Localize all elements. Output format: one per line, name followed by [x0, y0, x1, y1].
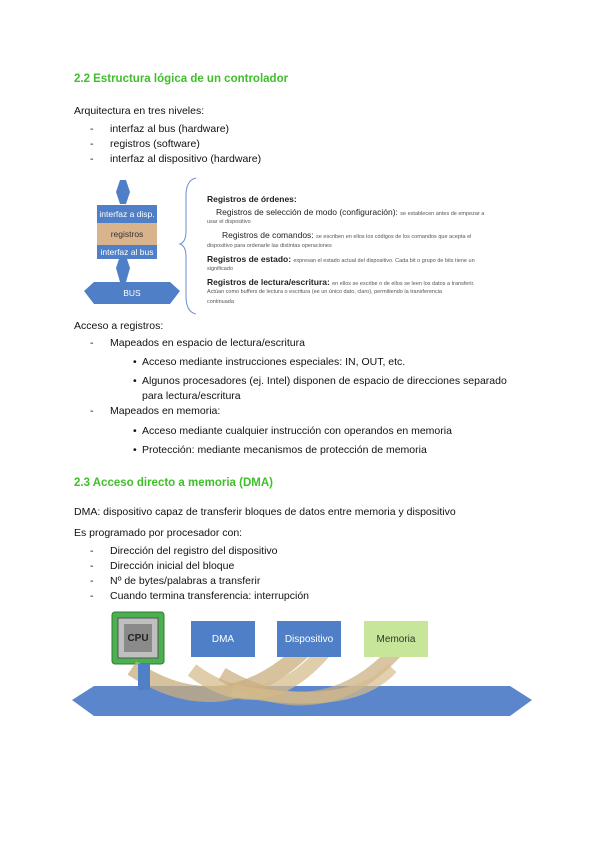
brace-icon	[178, 176, 198, 316]
bullet-dot: •	[133, 444, 137, 456]
dma-box: DMA	[191, 621, 255, 657]
io-bullet-2b: para lectura/escritura	[142, 390, 241, 402]
reg-mode-desc2: usar el dispositivo	[207, 219, 251, 225]
memory-box: Memoria	[364, 621, 428, 657]
dma-item: Dirección del registro del dispositivo	[110, 545, 278, 557]
bullet-dot: •	[133, 375, 137, 387]
interface-bus-box: interfaz al bus	[97, 245, 157, 259]
mem-bullet-2: Protección: mediante mecanismos de protección de memoria	[142, 444, 427, 456]
bullet-dash: -	[90, 575, 94, 587]
architecture-intro: Arquitectura en tres niveles:	[74, 105, 205, 117]
level-item: registros (software)	[110, 138, 200, 150]
dma-item: Cuando termina transferencia: interrupción	[110, 590, 310, 602]
controller-diagram	[72, 178, 192, 313]
reg-orders-header: Registros de órdenes:	[207, 194, 297, 204]
section-title-2-3: 2.3 Acceso directo a memoria (DMA)	[74, 477, 273, 489]
top-connector-icon	[116, 180, 130, 204]
dma-item: Dirección inicial del bloque	[110, 560, 235, 572]
bullet-dash: -	[90, 337, 94, 349]
bullet-dash: -	[90, 545, 94, 557]
io-bullet-1: Acceso mediante instrucciones especiales: IN, OUT, etc.	[142, 356, 406, 368]
bullet-dot: •	[133, 356, 137, 368]
mem-bullet-1: Acceso mediante cualquier instrucción con operandos en memoria	[142, 425, 452, 437]
reg-mode: Registros de selección de modo (configuración): se establecen antes de empezar a	[216, 207, 485, 217]
section-title-2-2: 2.2 Estructura lógica de un controlador	[74, 73, 289, 85]
device-box: Dispositivo	[277, 621, 341, 657]
reg-commands: Registros de comandos: se escriben en ellos los códigos de los comandos que acepta el	[222, 230, 472, 240]
reg-rw-desc2: Actúan como buffers de lectura o escritura (ee un único dato, claro), permitiendo la transferencia	[207, 289, 442, 295]
bullet-dash: -	[90, 123, 94, 135]
cpu-label: CPU	[127, 632, 149, 644]
access-title: Acceso a registros:	[74, 320, 164, 332]
level-item: interfaz al bus (hardware)	[110, 123, 230, 135]
bullet-dash: -	[90, 590, 94, 602]
bullet-dash: -	[90, 138, 94, 150]
bus-label: BUS	[123, 288, 141, 298]
level-item: interfaz al dispositivo (hardware)	[110, 153, 262, 165]
dma-programmed: Es programado por procesador con:	[74, 527, 243, 539]
dma-diagram	[72, 608, 532, 720]
io-mapped: Mapeados en espacio de lectura/escritura	[110, 337, 305, 349]
bullet-dash: -	[90, 405, 94, 417]
cpu-bus-link	[138, 664, 150, 690]
dma-definition: DMA: dispositivo capaz de transferir bloques de datos entre memoria y dispositivo	[74, 506, 456, 518]
reg-state-desc2: significado	[207, 266, 233, 272]
bottom-connector-icon	[116, 256, 130, 282]
reg-state: Registros de estado: expresan el estado actual del dispositivo. Cada bit o grupo de bits tiene un	[207, 254, 475, 264]
reg-rw: Registros de lectura/escritura: en ellos se escribe o de ellos se leen los datos a transferir.	[207, 277, 475, 287]
bullet-dot: •	[133, 425, 137, 437]
reg-commands-desc2: dispositivo para ordenarle las distintas operaciones	[207, 243, 332, 249]
bullet-dash: -	[90, 153, 94, 165]
bullet-dash: -	[90, 560, 94, 572]
reg-rw-desc3: continuada	[207, 299, 234, 305]
dma-item: Nº de bytes/palabras a transferir	[110, 575, 261, 587]
registers-box: registros	[97, 223, 157, 245]
io-bullet-2a: Algunos procesadores (ej. Intel) disponen de espacio de direcciones separado	[142, 375, 507, 387]
interface-device-box: interfaz a disp.	[97, 205, 157, 223]
mem-mapped: Mapeados en memoria:	[110, 405, 221, 417]
